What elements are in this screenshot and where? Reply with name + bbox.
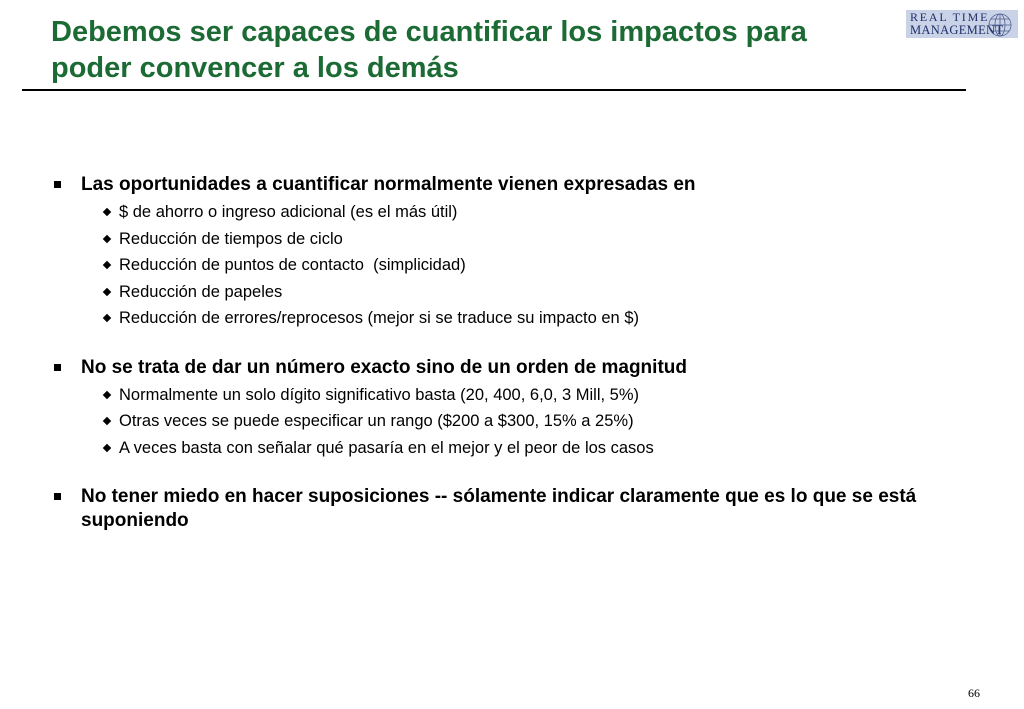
sub-bullet-item bbox=[52, 279, 982, 306]
sub-bullet-text: $ de ahorro o ingreso adicional (es el más útil) bbox=[119, 203, 458, 221]
bullet-item bbox=[52, 356, 982, 380]
diamond-bullet-icon bbox=[103, 390, 111, 398]
sub-bullet-list bbox=[52, 382, 982, 462]
sub-bullet-list bbox=[52, 199, 982, 332]
diamond-bullet-icon bbox=[103, 417, 111, 425]
diamond-bullet-icon bbox=[103, 234, 111, 242]
logo-line-2: MANAGEMENT bbox=[910, 23, 1004, 37]
logo-line-1: REAL TIME bbox=[910, 10, 990, 24]
sub-bullet-text: A veces basta con señalar qué pasaría en el mejor y el peor de los casos bbox=[119, 438, 654, 457]
sub-bullet-item bbox=[52, 408, 982, 435]
bullet-item bbox=[52, 485, 982, 533]
square-bullet-icon bbox=[54, 181, 61, 188]
sub-bullet-item bbox=[52, 199, 982, 226]
sub-bullet-text: Reducción de tiempos de ciclo bbox=[119, 229, 343, 248]
diamond-bullet-icon bbox=[103, 261, 111, 269]
sub-bullet-item bbox=[52, 382, 982, 409]
bullet-group bbox=[52, 173, 982, 332]
title-line-2: poder convencer a los demás bbox=[51, 52, 459, 84]
square-bullet-icon bbox=[54, 364, 61, 371]
diamond-bullet-icon bbox=[103, 208, 111, 216]
diamond-bullet-icon bbox=[103, 314, 111, 322]
sub-bullet-item bbox=[52, 435, 982, 462]
bullet-text: Las oportunidades a cuantificar normalmente vienen expresadas en bbox=[81, 174, 696, 195]
sub-bullet-item bbox=[52, 305, 982, 332]
slide-title bbox=[51, 14, 901, 86]
sub-bullet-item bbox=[52, 252, 982, 279]
sub-bullet-text: Reducción de puntos de contacto (simplicidad) bbox=[119, 256, 466, 274]
sub-bullet-text: Reducción de errores/reprocesos (mejor si se traduce su impacto en $) bbox=[119, 309, 639, 327]
company-logo bbox=[906, 10, 1018, 38]
square-bullet-icon bbox=[54, 493, 61, 500]
title-divider bbox=[22, 89, 966, 91]
sub-bullet-text: Reducción de papeles bbox=[119, 282, 283, 301]
bullet-text: No tener miedo en hacer suposiciones -- sólamente indicar claramente que es lo que se está suponiendo bbox=[81, 486, 917, 531]
sub-bullet-text: Otras veces se puede especificar un rango ($200 a $300, 15% a 25%) bbox=[119, 412, 634, 430]
bullet-item bbox=[52, 173, 982, 197]
diamond-bullet-icon bbox=[103, 287, 111, 295]
sub-bullet-text: Normalmente un solo dígito significativo basta (20, 400, 6,0, 3 Mill, 5%) bbox=[119, 385, 640, 404]
title-line-1: Debemos ser capaces de cuantificar los impactos para bbox=[51, 16, 807, 48]
bullet-group bbox=[52, 356, 982, 462]
bullet-group bbox=[52, 485, 982, 533]
bullet-list bbox=[52, 173, 982, 557]
diamond-bullet-icon bbox=[103, 443, 111, 451]
sub-bullet-item bbox=[52, 226, 982, 253]
page-number: 66 bbox=[968, 686, 980, 700]
bullet-text: No se trata de dar un número exacto sino de un orden de magnitud bbox=[81, 356, 687, 378]
